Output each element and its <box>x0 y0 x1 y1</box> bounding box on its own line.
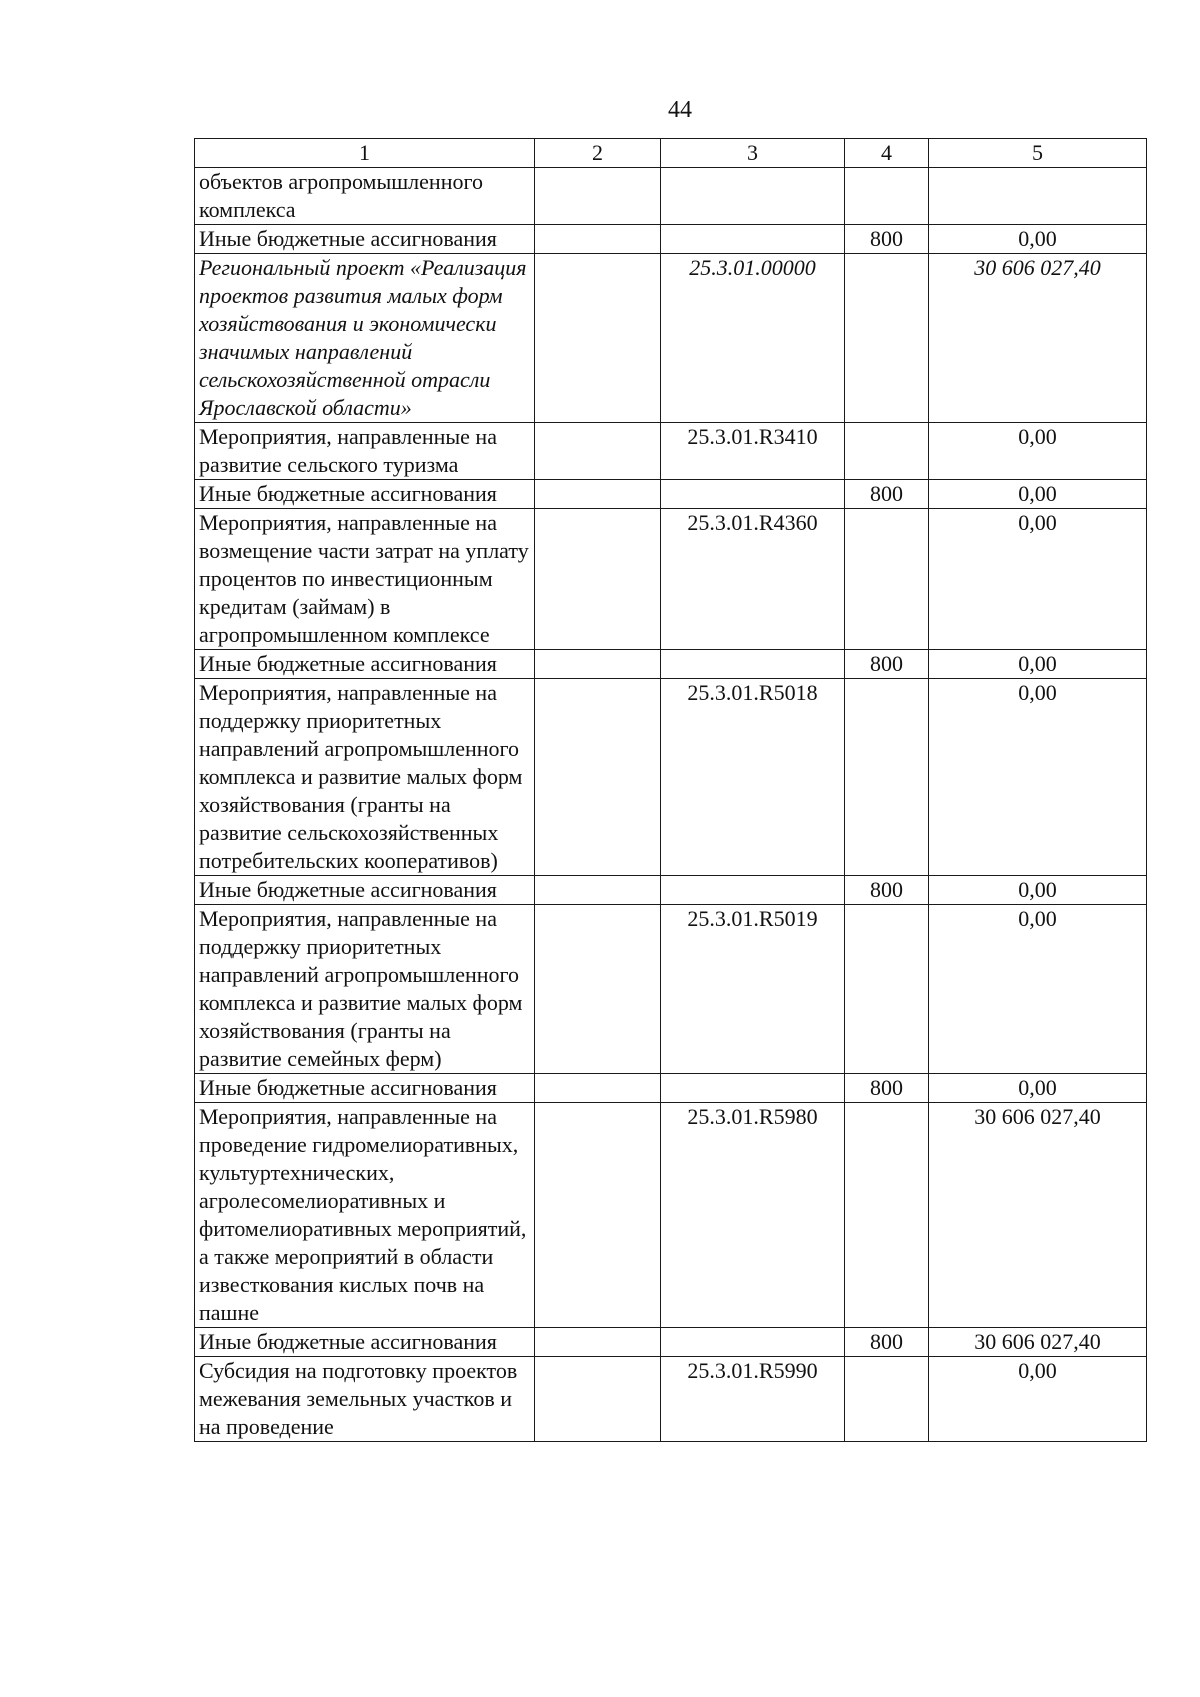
row-expense-type-cell <box>845 679 929 876</box>
row-col2-cell <box>535 650 661 679</box>
row-code-cell <box>661 1074 845 1103</box>
row-code-cell: 25.3.01.R5019 <box>661 905 845 1074</box>
row-col2-cell <box>535 1357 661 1442</box>
table-row <box>195 650 1147 679</box>
column-header-4: 4 <box>845 139 929 168</box>
row-name-cell: Иные бюджетные ассигнования <box>195 225 535 254</box>
row-amount-cell: 0,00 <box>929 905 1147 1074</box>
table-header-row <box>195 139 1147 168</box>
column-header-2: 2 <box>535 139 661 168</box>
row-expense-type-cell: 800 <box>845 1328 929 1357</box>
row-name-cell: Мероприятия, направленные на развитие сельского туризма <box>195 423 535 480</box>
table-row <box>195 225 1147 254</box>
row-name-cell: Субсидия на подготовку проектов межевания земельных участков и на проведение <box>195 1357 535 1442</box>
row-col2-cell <box>535 1074 661 1103</box>
row-amount-cell: 0,00 <box>929 480 1147 509</box>
row-code-cell: 25.3.01.R5018 <box>661 679 845 876</box>
row-expense-type-cell: 800 <box>845 650 929 679</box>
table-row <box>195 876 1147 905</box>
row-col2-cell <box>535 225 661 254</box>
row-code-cell <box>661 168 845 225</box>
row-name-cell: Мероприятия, направленные на поддержку приоритетных направлений агропромышленного комплекса и развитие малых форм хозяйствования (гранты на развитие сельскохозяйственных потребительских кооперативов) <box>195 679 535 876</box>
row-name-cell: Мероприятия, направленные на поддержку приоритетных направлений агропромышленного комплекса и развитие малых форм хозяйствования (гранты на развитие семейных ферм) <box>195 905 535 1074</box>
row-expense-type-cell <box>845 1103 929 1328</box>
row-amount-cell: 0,00 <box>929 225 1147 254</box>
column-header-1: 1 <box>195 139 535 168</box>
table-row <box>195 254 1147 423</box>
row-col2-cell <box>535 1103 661 1328</box>
row-amount-cell: 0,00 <box>929 423 1147 480</box>
column-header-5: 5 <box>929 139 1147 168</box>
row-amount-cell: 0,00 <box>929 509 1147 650</box>
column-header-3: 3 <box>661 139 845 168</box>
row-amount-cell: 0,00 <box>929 650 1147 679</box>
row-amount-cell: 30 606 027,40 <box>929 1328 1147 1357</box>
table-row <box>195 1328 1147 1357</box>
table-row <box>195 480 1147 509</box>
row-expense-type-cell: 800 <box>845 876 929 905</box>
row-name-cell: Иные бюджетные ассигнования <box>195 1074 535 1103</box>
row-col2-cell <box>535 480 661 509</box>
table-row <box>195 1074 1147 1103</box>
row-code-cell <box>661 480 845 509</box>
table-row <box>195 1357 1147 1442</box>
row-amount-cell: 0,00 <box>929 1357 1147 1442</box>
row-col2-cell <box>535 905 661 1074</box>
row-col2-cell <box>535 876 661 905</box>
row-col2-cell <box>535 423 661 480</box>
table-row <box>195 168 1147 225</box>
row-col2-cell <box>535 254 661 423</box>
row-expense-type-cell: 800 <box>845 1074 929 1103</box>
row-col2-cell <box>535 168 661 225</box>
row-expense-type-cell: 800 <box>845 225 929 254</box>
row-amount-cell: 0,00 <box>929 1074 1147 1103</box>
row-expense-type-cell <box>845 905 929 1074</box>
row-amount-cell: 0,00 <box>929 876 1147 905</box>
row-expense-type-cell <box>845 509 929 650</box>
row-expense-type-cell <box>845 168 929 225</box>
table-row <box>195 679 1147 876</box>
table-row <box>195 509 1147 650</box>
row-name-cell: объектов агропромышленного комплекса <box>195 168 535 225</box>
row-amount-cell: 0,00 <box>929 679 1147 876</box>
row-amount-cell: 30 606 027,40 <box>929 254 1147 423</box>
budget-table <box>194 138 1147 1442</box>
row-col2-cell <box>535 679 661 876</box>
table-row <box>195 1103 1147 1328</box>
row-name-cell: Иные бюджетные ассигнования <box>195 1328 535 1357</box>
row-code-cell <box>661 650 845 679</box>
row-code-cell: 25.3.01.R5980 <box>661 1103 845 1328</box>
row-amount-cell: 30 606 027,40 <box>929 1103 1147 1328</box>
row-col2-cell <box>535 509 661 650</box>
row-expense-type-cell <box>845 423 929 480</box>
row-code-cell <box>661 876 845 905</box>
table-row <box>195 905 1147 1074</box>
row-col2-cell <box>535 1328 661 1357</box>
row-expense-type-cell: 800 <box>845 480 929 509</box>
row-expense-type-cell <box>845 1357 929 1442</box>
row-name-cell: Региональный проект «Реализация проектов развития малых форм хозяйствования и экономически значимых направлений сельскохозяйственной отрасли Ярославской области» <box>195 254 535 423</box>
page-number: 44 <box>668 97 692 123</box>
table-row <box>195 423 1147 480</box>
row-code-cell: 25.3.01.R5990 <box>661 1357 845 1442</box>
row-amount-cell <box>929 168 1147 225</box>
row-code-cell <box>661 1328 845 1357</box>
row-name-cell: Мероприятия, направленные на возмещение части затрат на уплату процентов по инвестиционным кредитам (займам) в агропромышленном комплексе <box>195 509 535 650</box>
row-name-cell: Мероприятия, направленные на проведение гидромелиоративных, культуртехнических, агролесомелиоративных и фитомелиоративных мероприятий, а также мероприятий в области известкования кислых почв на пашне <box>195 1103 535 1328</box>
row-expense-type-cell <box>845 254 929 423</box>
row-code-cell: 25.3.01.R4360 <box>661 509 845 650</box>
row-name-cell: Иные бюджетные ассигнования <box>195 480 535 509</box>
row-code-cell <box>661 225 845 254</box>
row-code-cell: 25.3.01.00000 <box>661 254 845 423</box>
row-name-cell: Иные бюджетные ассигнования <box>195 650 535 679</box>
row-name-cell: Иные бюджетные ассигнования <box>195 876 535 905</box>
row-code-cell: 25.3.01.R3410 <box>661 423 845 480</box>
